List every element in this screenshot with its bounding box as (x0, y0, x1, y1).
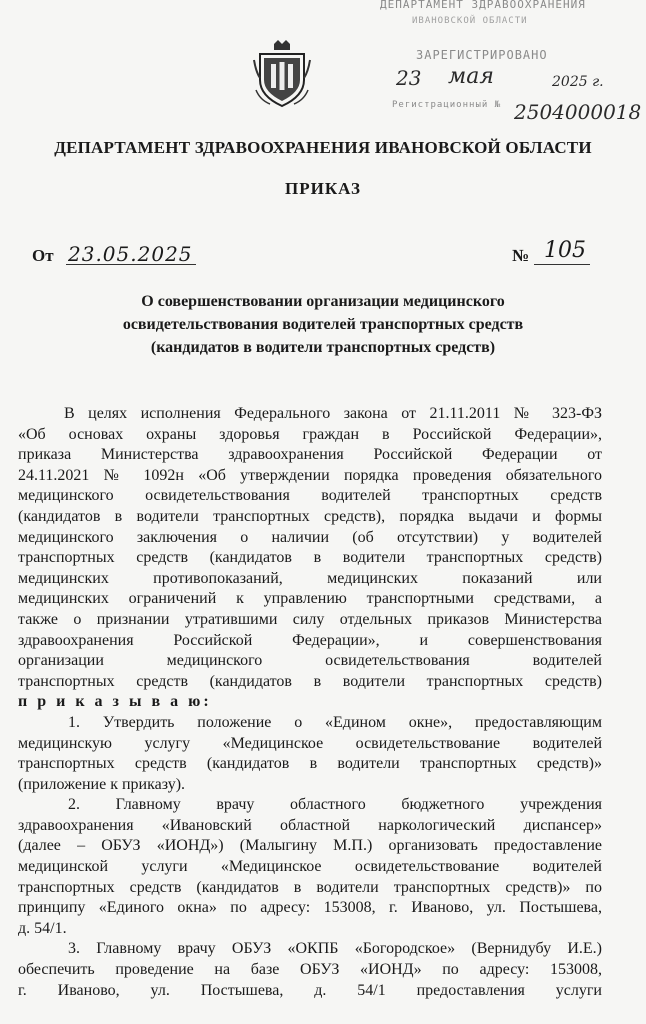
body-line: транспортных средств (кандидатов в водители транспортных средств) (18, 672, 602, 690)
body-line: медицинских ограничений к управлению транспортными средствами, а (18, 590, 602, 608)
body-line: (кандидатов в водители транспортных средств), порядка выдачи и формы (18, 507, 602, 525)
date-number-row (32, 238, 588, 268)
stamp-handwritten-number: 2504000018 (514, 100, 642, 124)
item-line: 2. Главному врачу областного бюджетного учреждения (68, 796, 602, 814)
stamp-line-1: ДЕПАРТАМЕНТ ЗДРАВООХРАНЕНИЯ (380, 0, 586, 11)
order-word: п р и к а з ы в а ю: (18, 693, 212, 711)
item-line: принципу «Единого окна» по адресу: 153008, г. Иваново, ул. Постышева, (18, 899, 602, 917)
document-body (18, 404, 602, 1001)
stamp-line-3: ЗАРЕГИСТРИРОВАНО (416, 48, 548, 62)
item-line: 3. Главному врачу ОБУЗ «ОКПБ «Богородское» (Вернидубу И.Е.) (68, 940, 602, 958)
item-line: г. Иваново, ул. Постышева, д. 54/1 предоставления услуги (18, 981, 602, 999)
body-line: медицинского освидетельствования водителей транспортных средств (18, 487, 602, 505)
item-line: д. 54/1. (18, 919, 67, 937)
body-line: медицинских противопоказаний, медицинских показаний или (18, 569, 602, 587)
item-line: обеспечить проведение на базе ОБУЗ «ИОНД» по адресу: 153008, (18, 961, 602, 979)
body-line: приказа Министерства здравоохранения Российской Федерации от (18, 446, 602, 464)
document-type-heading: ПРИКАЗ (285, 179, 361, 198)
number-underline (534, 264, 590, 265)
body-line: транспортных средств (кандидатов в водители транспортных средств) (18, 549, 602, 567)
item-line: медицинской услуги «Медицинское освидетельствование водителей (18, 858, 602, 876)
item-line: 1. Утвердить положение о «Едином окне», предоставляющим (68, 713, 602, 731)
item-line: (приложение к приказу). (18, 775, 186, 793)
body-line: «Об основах охраны здоровья граждан в Российской Федерации», (18, 425, 602, 443)
subject-line: освидетельствования водителей транспортных средств (122, 316, 524, 333)
number-label: № (512, 246, 530, 265)
item-line: здравоохранения «Ивановский областной наркологический диспансер» (18, 816, 602, 834)
body-line: организации медицинского освидетельствования водителей (18, 652, 602, 670)
body-line: В целях исполнения Федерального закона от 21.11.2011 № 323-ФЗ (64, 405, 602, 422)
body-line: 24.11.2021 № 1092н «Об утверждении порядка проведения обязательного (18, 466, 602, 484)
item-line: медицинскую услугу «Медицинское освидетельствование водителей (18, 734, 602, 752)
coat-of-arms-icon (252, 38, 312, 110)
registration-stamp (360, 0, 646, 130)
subject-heading (40, 290, 606, 359)
stamp-handwritten-month: мая (448, 64, 494, 89)
body-line: медицинского заключения о наличии (об отсутствии) у водителей (18, 528, 602, 546)
stamp-line-2: ИВАНОВСКОЙ ОБЛАСТИ (412, 16, 528, 26)
date-label: От (32, 246, 54, 265)
stamp-handwritten-day: 23 (396, 66, 422, 90)
date-value: 23.05.2025 (68, 242, 193, 266)
subject-line: (кандидатов в водители транспортных средств) (150, 339, 496, 356)
item-line: транспортных средств (кандидатов в водители транспортных средств)» по (18, 878, 602, 896)
subject-line: О совершенствовании организации медицинского (141, 293, 505, 310)
department-heading: ДЕПАРТАМЕНТ ЗДРАВООХРАНЕНИЯ ИВАНОВСКОЙ ОБЛАСТИ (54, 138, 592, 157)
stamp-handwritten-year: 2025 г. (552, 74, 604, 90)
item-line: (далее – ОБУЗ «ИОНД») (Малыгину М.П.) организовать предоставление (18, 837, 602, 855)
item-line: транспортных средств (кандидатов в водители транспортных средств)» (18, 755, 602, 773)
number-value: 105 (544, 238, 586, 263)
body-line: здравоохранения Российской Федерации», и совершенствования (18, 631, 602, 649)
body-line: также о признании утратившими силу отдельных приказов Министерства (18, 610, 602, 628)
stamp-line-4: Регистрационный № (392, 100, 502, 110)
